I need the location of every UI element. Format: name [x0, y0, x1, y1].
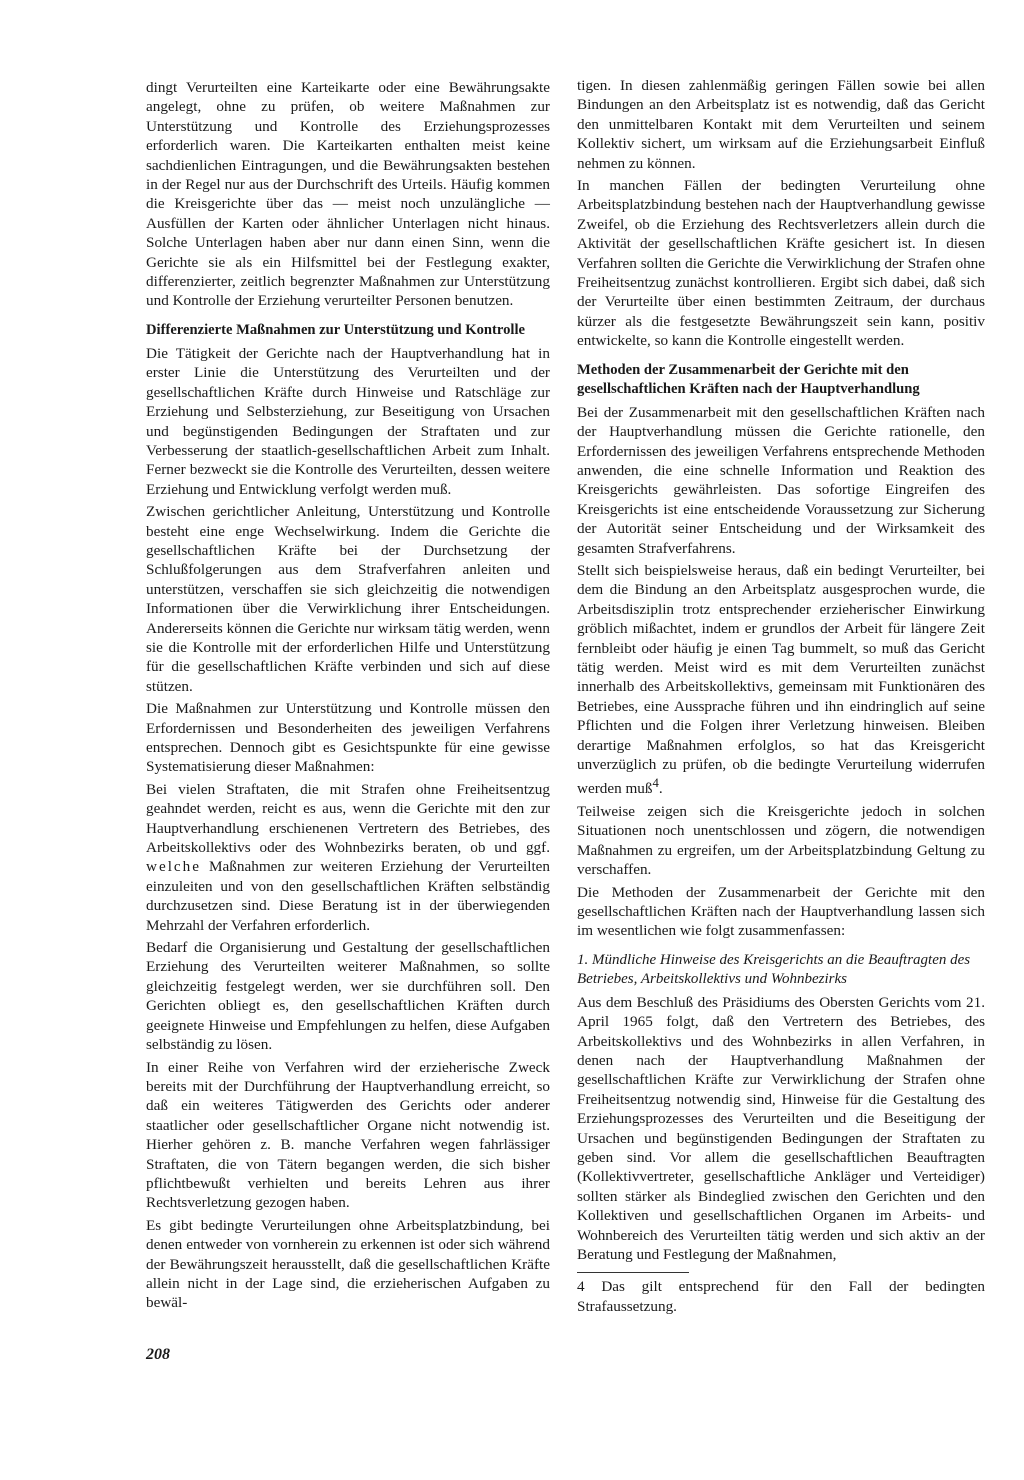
paragraph: In einer Reihe von Verfahren wird der erzieherische Zweck bereits mit der Durchführung der Hauptverhandlung erreicht, so daß ein weiteres Tätigwerden des Gerichts oder anderer staatlicher oder gesellschaftlicher Organe nicht notwendig ist. Hierher gehören z. B. manche Verfahren wegen fahrlässiger Straftaten, die von Tätern begangen werden, die sich bisher pflichtbewußt verhielten und bereits Lehren aus ihrer Rechtsverletzung gezogen haben. [146, 1058, 550, 1212]
paragraph: In manchen Fällen der bedingten Verurteilung ohne Arbeitsplatzbindung bestehen nach der Hauptverhandlung gewisse Zweifel, ob die Erziehung des Rechtsverletzers allein durch die Aktivität der gesellschaftlichen Kräfte gesichert ist. In diesen Verfahren sollten die Gerichte die Verwirklichung der Strafen ohne Freiheitsentzug zunächst kontrollieren. Ergibt sich dabei, daß sich der Verurteilte über einen bestimmten Zeitraum, der durchaus kürzer als die festgesetzte Bewährungszeit sein kann, positiv entwickelte, so kann die Kontrolle eingestellt werden. [577, 177, 985, 350]
paragraph: Es gibt bedingte Verurteilungen ohne Arbeitsplatzbindung, bei denen entweder von vornherein zu erkennen ist oder sich während der Bewährungszeit herausstellt, daß die gesellschaftlichen Kräfte allein nicht in der Lage sind, die erzieherischen Aufgaben zu bewäl- [146, 1216, 550, 1312]
left-column [146, 78, 550, 1316]
paragraph: Die Maßnahmen zur Unterstützung und Kontrolle müssen den Erfordernissen und Besonderheiten des jeweiligen Verfahrens entsprechen. Dennoch gibt es Gesichtspunkte für eine gewisse Systematisierung dieser Maßnahmen: [146, 700, 550, 776]
paragraph: Die Methoden der Zusammenarbeit der Gerichte mit den gesellschaftlichen Kräften nach der Hauptverhandlung lassen sich im wesentlichen wie folgt zusammenfassen: [577, 883, 985, 940]
footnote-reference: 4 [652, 776, 659, 791]
paragraph [577, 561, 985, 799]
paragraph: tigen. In diesen zahlenmäßig geringen Fällen sowie bei allen Bindungen an den Arbeitsplatz ist es notwendig, daß das Gericht den unmittelbaren Kontakt mit dem Verurteilten und seinem Kollektiv sichert, um wirksam auf die Erziehungsarbeit Einfluß nehmen zu können. [577, 77, 985, 172]
emphasized-word: welche [146, 858, 202, 876]
paragraph: Die Tätigkeit der Gerichte nach der Hauptverhandlung hat in erster Linie die Unterstützung des Verurteilten und der gesellschaftlichen Kräfte durch Hinweise und Ratschläge zur Erziehung und Selbsterziehung, zur Beseitigung von Ursachen und begünstigenden Bedingungen der Straftaten und zur Verbesserung der staatlich-gesellschaftlichen Arbeit zum Inhalt. Ferner bezweckt sie die Kontrolle des Verurteilten, dessen weitere Erziehung und Entwicklung verfolgt werden muß. [146, 344, 550, 498]
footnote: 4 Das gilt entsprechend für den Fall der bedingten Strafaussetzung. [577, 1278, 985, 1315]
section-heading: Differenzierte Maßnahmen zur Unterstützung und Kontrolle [146, 321, 526, 338]
paragraph-text: Bei vielen Straftaten, die mit Strafen ohne Freiheitsentzug geahndet werden, reicht es aus, wenn die Gerichte mit den zur Hauptverhandlung erschienenen Vertretern des Betriebes, des Arbeitskollektivs oder des Wohnbezirks beraten, ob und ggf. [146, 780, 550, 857]
footnote-divider [577, 1272, 689, 1273]
paragraph [146, 780, 550, 935]
paragraph: dingt Verurteilten eine Karteikarte oder eine Bewährungsakte angelegt, ohne zu prüfen, ob weitere Maßnahmen zur Unterstützung und Kontrolle des Erziehungsprozesses erforderlich waren. Die Karteikarten enthalten meist keine sachdienlichen Eintragungen, und die Bewährungsakten bestehen in der Regel nur aus der Durchschrift des Urteils. Häufig kommen die Kreisgerichte über das — meist noch unzulängliche — Ausfüllen der Karten oder ähnlicher Unterlagen nicht hinaus. Solche Unterlagen haben aber nur dann einen Sinn, wenn die Gerichte sie als ein Hilfsmittel bei der Festlegung exakter, differenzierter, zeitlich begrenzter Maßnahmen zur Unterstützung und Kontrolle der Erziehung verurteilter Personen benutzen. [146, 79, 550, 310]
section-heading: Methoden der Zusammenarbeit der Gerichte mit den gesellschaftlichen Kräften nach der Hauptverhandlung [577, 361, 920, 397]
paragraph-text: Stellt sich beispielsweise heraus, daß ein bedingt Verurteilter, bei dem die Bindung an den Arbeitsplatz ausgesprochen wurde, die Arbeitsdisziplin trotz entsprechender erzieherischer Einwirkung gröblich mißachtet, indem er grundlos der Arbeit für längere Zeit fernbleibt oder häufig je einen Tag bummelt, so muß das Gericht tätig werden. Meist wird es mit dem Verurteilten zunächst innerhalb des Arbeitskollektivs, gemeinsam mit Funktionären des Betriebes, eine Aussprache führen und ihn eindringlich auf seine Pflichten und die Folgen ihrer Verletzung hinweisen. Bleiben derartige Maßnahmen erfolglos, so hat das Kreisgericht unverzüglich zu prüfen, ob die bedingte Verurteilung widerrufen werden muß [577, 561, 985, 798]
right-column [577, 76, 985, 1319]
paragraph: Bei der Zusammenarbeit mit den gesellschaftlichen Kräften nach der Hauptverhandlung müssen die Gerichte rationelle, den Erfordernissen des jeweiligen Verfahrens entsprechende Methoden anwenden, die eine schnelle Information und Reaktion des Kreisgerichts gewährleisten. Das sofortige Eingreifen des Kreisgerichts ist eine entscheidende Voraussetzung zur Sicherung der Autorität seiner Entscheidung und der Wirksamkeit des gesamten Strafverfahrens. [577, 403, 985, 557]
page-number: 208 [146, 1346, 170, 1363]
paragraph: Aus dem Beschluß des Präsidiums des Obersten Gerichts vom 21. April 1965 folgt, daß den Vertretern des Betriebes, des Arbeitskollektivs und des Wohnbezirks in allen Verfahren, in denen nach der Hauptverhandlung Maßnahmen der gesellschaftlichen Kräfte zur Verwirklichung der Strafen ohne Freiheitsentzug notwendig sind, Hinweise für die Gestaltung des Erziehungsprozesses des Verurteilten und die Beseitigung der Ursachen und begünstigenden Bedingungen der Straftaten zu geben sind. Vor allem die gesellschaftlichen Beauftragten (Kollektivvertreter, gesellschaftliche Ankläger und Verteidiger) sollten stärker als Bindeglied zwischen den Gerichten und den Kollektiven und gesellschaftlichen Organen im Arbeits- und Wohnbereich des Verurteilten tätig werden und sich aktiv an der Beratung und Festlegung der Maßnahmen, [577, 993, 985, 1263]
paragraph: Teilweise zeigen sich die Kreisgerichte jedoch in solchen Situationen noch unentschlossen und zögern, die notwendigen Maßnahmen zu ergreifen, um der Arbeitsplatzbindung Geltung zu verschaffen. [577, 802, 985, 879]
paragraph: Zwischen gerichtlicher Anleitung, Unterstützung und Kontrolle besteht eine enge Wechselwirkung. Indem die Gerichte die gesellschaftlichen Kräfte bei der Durchsetzung der Schlußfolgerungen aus dem Strafverfahren anleiten und unterstützen, verschaffen sie sich gleichzeitig die notwendigen Informationen über die Verwirklichung ihrer Entscheidungen. Andererseits können die Gerichte nur wirksam tätig werden, wenn sie die Kontrolle mit der erforderlichen Hilfe und Unterstützung für die gesellschaftlichen Kräfte verbinden und sich auf diese stützen. [146, 503, 550, 695]
paragraph-text: . [658, 780, 663, 798]
paragraph: Bedarf die Organisierung und Gestaltung der gesellschaftlichen Erziehung des Verurteilten weiterer Maßnahmen, so sollte gleichzeitig festgelegt werden, wer sie durchführen soll. Den Gerichten obliegt es, den gesellschaftlichen Kräften durch geeignete Hinweise und Empfehlungen zu helfen, diese Aufgaben selbständig zu lösen. [146, 939, 550, 1054]
paragraph-text: Maßnahmen zur weiteren Erziehung der Verurteilten einzuleiten und von den gesellschaftlichen Kräften selbständig durchzusetzen sind. Diese Beratung ist in der überwiegenden Mehrzahl der Verfahren erforderlich. [146, 858, 550, 934]
numbered-subheading: 1. Mündliche Hinweise des Kreisgerichts an die Beauftragten des Betriebes, Arbeitskollektivs und Wohnbezirks [577, 951, 971, 987]
